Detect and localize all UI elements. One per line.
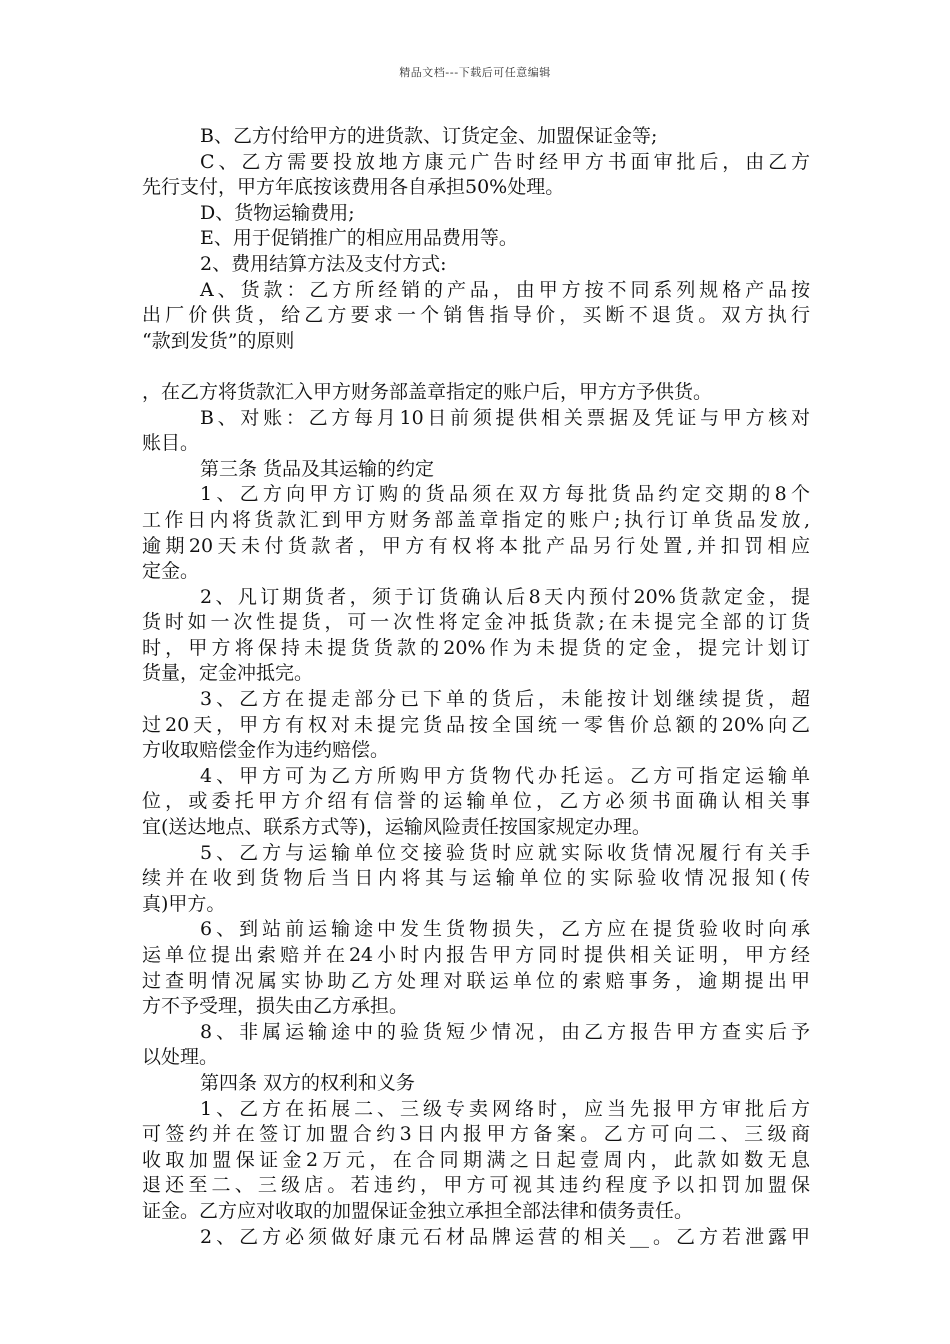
text-line: 位，或委托甲方介绍有信誉的运输单位，乙方必须书面确认相关事	[142, 790, 810, 813]
text-line: B、乙方付给甲方的进货款、订货定金、加盟保证金等;	[200, 125, 658, 147]
text-line: 出厂价供货，给乙方要求一个销售指导价，买断不退货。双方执行	[142, 304, 810, 327]
text-line: 逾期20天未付货款者，甲方有权将本批产品另行处置,并扣罚相应	[142, 534, 810, 557]
text-line: 2、凡订期货者，须于订货确认后8天内预付20%货款定金，提	[200, 585, 810, 608]
text-line: “款到发货”的原则	[142, 329, 295, 352]
text-line: 宜(送达地点、联系方式等)，运输风险责任按国家规定办理。	[142, 816, 651, 839]
text-line: 8、非属运输途中的验货短少情况，由乙方报告甲方查实后予	[200, 1020, 810, 1043]
text-line: 2、乙方必须做好康元石材品牌运营的相关__。乙方若泄露甲	[200, 1225, 810, 1248]
text-line: D、货物运输费用;	[200, 201, 355, 224]
page-header: 精品文档---下载后可任意编辑	[399, 66, 551, 79]
text-line: 续并在收到货物后当日内将其与运输单位的实际验收情况报知(传	[142, 867, 810, 890]
text-line: 运单位提出索赔并在24小时内报告甲方同时提供相关证明，甲方经	[142, 944, 810, 966]
text-line: 3、乙方在提走部分已下单的货后，未能按计划继续提货，超	[200, 688, 810, 711]
document-body	[142, 124, 810, 1250]
text-line: 方不予受理，损失由乙方承担。	[142, 995, 409, 1018]
text-line: 时，甲方将保持未提货货款的20%作为未提货的定金，提完计划订	[142, 636, 810, 659]
text-line: 4、甲方可为乙方所购甲方货物代办托运。乙方可指定运输单	[200, 764, 810, 787]
blank-line	[142, 354, 810, 380]
text-line: 退还至二、三级店。若违约，甲方可视其违约程度予以扣罚加盟保	[142, 1174, 810, 1197]
text-line: 1、乙方在拓展二、三级专卖网络时，应当先报甲方审批后方	[200, 1097, 810, 1120]
text-line: B、对账：乙方每月10日前须提供相关票据及凭证与甲方核对	[200, 406, 810, 429]
text-line: 方收取赔偿金作为违约赔偿。	[142, 739, 390, 762]
text-line: C、乙方需要投放地方康元广告时经甲方书面审批后，由乙方	[200, 150, 810, 173]
text-line: 2、费用结算方法及支付方式:	[200, 252, 447, 275]
text-line: 过20天，甲方有权对未提完货品按全国统一零售价总额的20%向乙	[142, 713, 810, 736]
text-line: 定金。	[142, 560, 200, 583]
text-line: 收取加盟保证金2万元，在合同期满之日起壹周内，此款如数无息	[142, 1148, 810, 1171]
text-line: 6、到站前运输途中发生货物损失，乙方应在提货验收时向承	[200, 918, 810, 941]
text-line: 工作日内将货款汇到甲方财务部盖章指定的账户;执行订单货品发放,	[142, 508, 810, 531]
text-line: A、货款：乙方所经销的产品，由甲方按不同系列规格产品按	[200, 278, 810, 301]
text-line: 真)甲方。	[142, 892, 226, 915]
text-line: 货量，定金冲抵完。	[142, 662, 314, 685]
text-line: 可签约并在签订加盟合约3日内报甲方备案。乙方可向二、三级商	[142, 1123, 810, 1146]
text-line: 5、乙方与运输单位交接验货时应就实际收货情况履行有关手	[200, 841, 810, 864]
text-line: 先行支付，甲方年底按该费用各自承担50%处理。	[142, 176, 565, 199]
text-line: ，在乙方将货款汇入甲方财务部盖章指定的账户后，甲方方予供货。	[142, 380, 713, 403]
text-line: 账目。	[142, 432, 200, 455]
text-line: 过查明情况属实协助乙方处理对联运单位的索赔事务，逾期提出甲	[142, 969, 810, 992]
text-line: 第四条 双方的权利和义务	[200, 1071, 416, 1094]
text-line: 证金。乙方应对收取的加盟保证金独立承担全部法律和债务责任。	[142, 1199, 694, 1222]
text-line: 第三条 货品及其运输的约定	[200, 457, 435, 480]
text-line: E、用于促销推广的相应用品费用等。	[200, 227, 518, 250]
text-line: 1、乙方向甲方订购的货品须在双方每批货品约定交期的8个	[200, 483, 810, 506]
text-line: 以处理。	[142, 1046, 219, 1069]
text-line: 货时如一次性提货，可一次性将定金冲抵货款;在未提完全部的订货	[142, 611, 810, 634]
